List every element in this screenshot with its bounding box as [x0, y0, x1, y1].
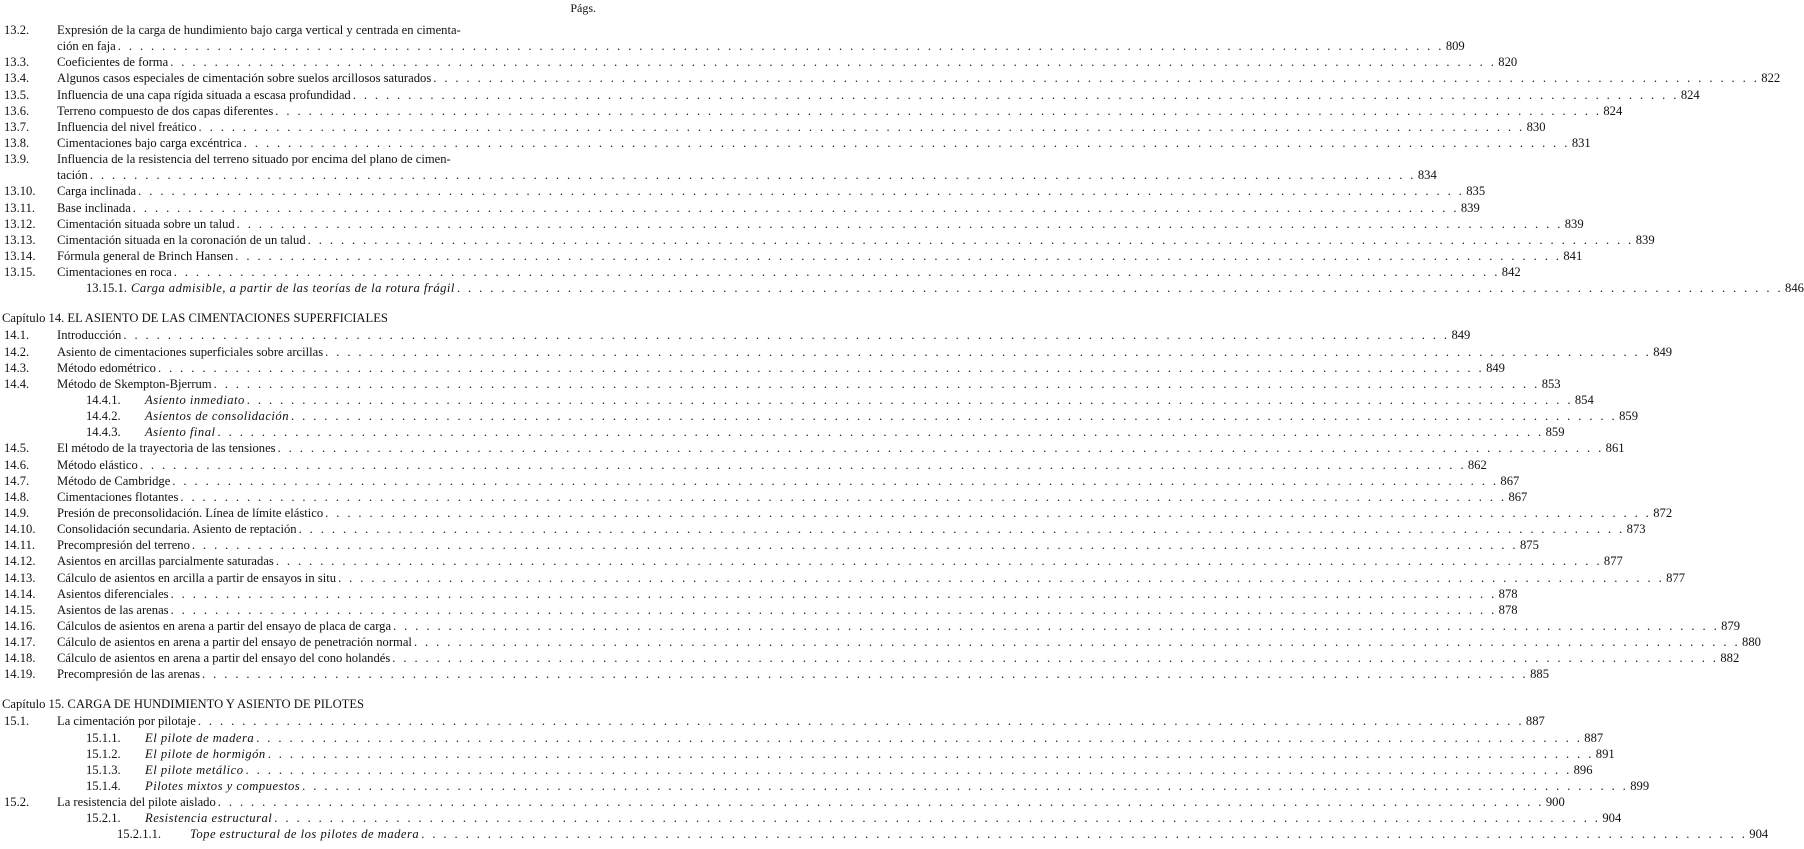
toc-entry-number: 13.8.: [4, 135, 30, 150]
toc-entry-page: 877: [1603, 554, 1623, 569]
toc-entry-title: Precompresión de las arenas: [57, 667, 201, 682]
toc-entry-page: 887: [1584, 730, 1604, 745]
dot-leader: . . . . . . . . . . . . . . . . . . . . . . . . . . . . . . . . . . . . . . . . . . . . . . . . . . . . . . . . . . . . . . . . . . . . . . . . . . . . . . . . . . . . . . . . . . . . . . . . . . . . . . . . . . . . . . . . . . . . . . . .: [392, 651, 1719, 666]
dot-leader: . . . . . . . . . . . . . . . . . . . . . . . . . . . . . . . . . . . . . . . . . . . . . . . . . . . . . . . . . . . . . . . . . . . . . . . . . . . . . . . . . . . . . . . . . . . . . . . . . . . . . . . . . . . . . . . . . . . . . . . .: [213, 376, 1540, 391]
toc-entry-number: 13.2.: [4, 23, 30, 37]
toc-entry-page: 875: [1519, 538, 1539, 553]
toc-entry-number: 15.1.3.: [86, 762, 121, 777]
dot-leader: . . . . . . . . . . . . . . . . . . . . . . . . . . . . . . . . . . . . . . . . . . . . . . . . . . . . . . . . . . . . . . . . . . . . . . . . . . . . . . . . . . . . . . . . . . . . . . . . . . . . . . . . . . . . . . . . . . . . . . . .: [170, 586, 1497, 601]
toc-entry[interactable]: [0, 553, 1623, 569]
toc-entry[interactable]: [0, 344, 1673, 360]
toc-entry[interactable]: [0, 70, 1781, 86]
toc-entry-number: 14.16.: [4, 618, 36, 633]
dot-leader: . . . . . . . . . . . . . . . . . . . . . . . . . . . . . . . . . . . . . . . . . . . . . . . . . . . . . . . . . . . . . . . . . . . . . . . . . . . . . . . . . . . . . . . . . . . . . . . . . . . . . . . . . . . . . . . . . . . . . . . .: [180, 489, 1507, 504]
toc-entry-page: 820: [1498, 55, 1518, 70]
toc-entry-page: 859: [1619, 409, 1638, 424]
dot-leader: . . . . . . . . . . . . . . . . . . . . . . . . . . . . . . . . . . . . . . . . . . . . . . . . . . . . . . . . . . . . . . . . . . . . . . . . . . . . . . . . . . . . . . . . . . . . . . . . . . . . . . . . . . . . . . . . . . . . . . . .: [302, 779, 1629, 794]
table-of-contents: [0, 22, 1804, 843]
toc-entry-number: 13.4.: [4, 71, 30, 86]
toc-entry-page: 854: [1574, 392, 1594, 407]
toc-entry[interactable]: [0, 586, 1518, 602]
toc-entry-number: 14.12.: [4, 554, 36, 569]
toc-entry-number: 15.2.1.1.: [117, 827, 162, 842]
dot-leader: . . . . . . . . . . . . . . . . . . . . . . . . . . . . . . . . . . . . . . . . . . . . . . . . . . . . . . . . . . . . . . . . . . . . . . . . . . . . . . . . . . . . . . . . . . . . . . . . . . . . . . . . . . . . . . . . . . . . . . . .: [307, 232, 1634, 247]
dot-leader: . . . . . . . . . . . . . . . . . . . . . . . . . . . . . . . . . . . . . . . . . . . . . . . . . . . . . . . . . . . . . . . . . . . . . . . . . . . . . . . . . . . . . . . . . . . . . . . . . . . . . . . . . . . . . . . . . . . . . . . .: [246, 392, 1573, 407]
toc-entry-number: 14.15.: [4, 602, 36, 617]
toc-entry-page: 822: [1761, 71, 1781, 86]
toc-entry-number: 14.1.: [4, 328, 30, 343]
toc-entry-number: 14.4.3.: [86, 425, 121, 440]
toc-entry-page: 839: [1564, 216, 1584, 231]
toc-entry-title: Tope estructural de los pilotes de madera: [190, 827, 420, 842]
toc-entry-title: Asientos diferenciales: [57, 586, 169, 601]
toc-entry-number: 13.6.: [4, 103, 30, 118]
toc-entry[interactable]: [0, 119, 1546, 135]
toc-entry[interactable]: [0, 650, 1740, 666]
toc-entry-title: Método edométrico: [57, 360, 156, 375]
toc-entry-page: 885: [1530, 667, 1549, 682]
toc-entry-title: Carga inclinada: [57, 184, 137, 199]
toc-entry[interactable]: [0, 87, 1700, 103]
toc-entry[interactable]: [0, 360, 1505, 376]
toc-entry-page: 878: [1498, 586, 1518, 601]
toc-entry-number: 14.4.: [4, 376, 30, 391]
dot-leader: . . . . . . . . . . . . . . . . . . . . . . . . . . . . . . . . . . . . . . . . . . . . . . . . . . . . . . . . . . . . . . . . . . . . . . . . . . . . . . . . . . . . . . . . . . . . . . . . . . . . . . . . . . . . . . . . . . . . . . . .: [235, 248, 1562, 263]
toc-entry-number: 14.8.: [4, 489, 30, 504]
toc-entry-title: Presión de preconsolidación. Línea de límite elástico: [57, 505, 324, 520]
toc-entry-number: 14.4.1.: [86, 392, 121, 407]
toc-entry[interactable]: [0, 810, 1622, 826]
dot-leader: . . . . . . . . . . . . . . . . . . . . . . . . . . . . . . . . . . . . . . . . . . . . . . . . . . . . . . . . . . . . . . . . . . . . . . . . . . . . . . . . . . . . . . . . . . . . . . . . . . . . . . . . . . . . . . . . . . . . . . . .: [325, 344, 1652, 359]
section-gap: [0, 682, 600, 695]
toc-entry-title: Precompresión del terreno: [57, 538, 190, 553]
toc-entry-number: 13.10.: [4, 184, 36, 199]
toc-entry-number: 13.14.: [4, 248, 36, 263]
toc-entry-title: Resistencia estructural: [145, 811, 273, 826]
toc-entry-page: 872: [1653, 505, 1673, 520]
toc-entry-number: 13.15.: [4, 265, 36, 280]
toc-entry-title: Influencia de una capa rígida situada a escasa profundidad: [57, 87, 351, 102]
toc-entry[interactable]: [0, 762, 1593, 778]
toc-entry-number: 14.18.: [4, 651, 36, 666]
dot-leader: . . . . . . . . . . . . . . . . . . . . . . . . . . . . . . . . . . . . . . . . . . . . . . . . . . . . . . . . . . . . . . . . . . . . . . . . . . . . . . . . . . . . . . . . . . . . . . . . . . . . . . . . . . . . . . . . . . . . . . . .: [138, 184, 1465, 199]
toc-entry[interactable]: [0, 232, 1655, 248]
dot-leader: . . . . . . . . . . . . . . . . . . . . . . . . . . . . . . . . . . . . . . . . . . . . . . . . . . . . . . . . . . . . . . . . . . . . . . . . . . . . . . . . . . . . . . . . . . . . . . . . . . . . . . . . . . . . . . . . . . . . . . . .: [172, 473, 1499, 488]
toc-entry-page: 859: [1545, 425, 1565, 440]
toc-entry[interactable]: [0, 248, 1583, 264]
toc-entry-number: 13.5.: [4, 87, 30, 102]
toc-entry[interactable]: [0, 392, 1594, 408]
toc-entry-number: 15.2.: [4, 795, 30, 810]
toc-entry-page: 896: [1573, 762, 1593, 777]
dot-leader: . . . . . . . . . . . . . . . . . . . . . . . . . . . . . . . . . . . . . . . . . . . . . . . . . . . . . . . . . . . . . . . . . . . . . . . . . . . . . . . . . . . . . . . . . . . . . . . . . . . . . . . . . . . . . . . . . . . . . . . .: [274, 811, 1601, 826]
toc-entry-page: 887: [1525, 714, 1545, 729]
toc-entry[interactable]: [0, 216, 1584, 232]
dot-leader: . . . . . . . . . . . . . . . . . . . . . . . . . . . . . . . . . . . . . . . . . . . . . . . . . . . . . . . . . . . . . . . . . . . . . . . . . . . . . . . . . . . . . . . . . . . . . . . . . . . . . . . . . . . . . . . . . . . . . . . .: [157, 360, 1485, 375]
toc-entry-page: 904: [1749, 827, 1769, 842]
toc-entry[interactable]: [0, 264, 1521, 280]
toc-entry-title: Cimentaciones en roca: [57, 265, 172, 280]
toc-entry[interactable]: [0, 794, 1565, 810]
dot-leader: . . . . . . . . . . . . . . . . . . . . . . . . . . . . . . . . . . . . . . . . . . . . . . . . . . . . . . . . . . . . . . . . . . . . . . . . . . . . . . . . . . . . . . . . . . . . . . . . . . . . . . . . . . . . . . . . . . . . . . . .: [197, 714, 1524, 729]
toc-entry-title: Pilotes mixtos y compuestos: [145, 779, 301, 794]
dot-leader: . . . . . . . . . . . . . . . . . . . . . . . . . . . . . . . . . . . . . . . . . . . . . . . . . . . . . . . . . . . . . . . . . . . . . . . . . . . . . . . . . . . . . . . . . . . . . . . . . . . . . . . . . . . . . . . . . . . . . . . .: [170, 602, 1497, 617]
toc-entry-number: 15.2.1.: [86, 811, 121, 826]
dot-leader: . . . . . . . . . . . . . . . . . . . . . . . . . . . . . . . . . . . . . . . . . . . . . . . . . . . . . . . . . . . . . . . . . . . . . . . . . . . . . . . . . . . . . . . . . . . . . . . . . . . . . . . . . . . . . . . . . . . . . . . .: [217, 425, 1544, 440]
toc-entry-title: Fórmula general de Brinch Hansen: [57, 248, 234, 263]
dot-leader: . . . . . . . . . . . . . . . . . . . . . . . . . . . . . . . . . . . . . . . . . . . . . . . . . . . . . . . . . . . . . . . . . . . . . . . . . . . . . . . . . . . . . . . . . . . . . . . . . . . . . . . . . . . . . . . . . . . . . . . .: [123, 328, 1450, 343]
toc-entry[interactable]: [0, 38, 1465, 54]
toc-entry[interactable]: [0, 602, 1518, 618]
toc-entry-number: 14.14.: [4, 586, 36, 601]
toc-entry-number: 13.7.: [4, 119, 30, 134]
toc-entry[interactable]: [0, 473, 1520, 489]
dot-leader: . . . . . . . . . . . . . . . . . . . . . . . . . . . . . . . . . . . . . . . . . . . . . . . . . . . . . . . . . . . . . . . . . . . . . . . . . . . . . . . . . . . . . . . . . . . . . . . . . . . . . . . . . . . . . . . . . . . . . . . .: [243, 135, 1570, 150]
toc-entry-number: 13.13.: [4, 232, 36, 247]
toc-entry-title: Método de Cambridge: [57, 473, 171, 488]
toc-entry[interactable]: [0, 713, 1545, 729]
toc-entry[interactable]: [0, 103, 1623, 119]
dot-leader: . . . . . . . . . . . . . . . . . . . . . . . . . . . . . . . . . . . . . . . . . . . . . . . . . . . . . . . . . . . . . . . . . . . . . . . . . . . . . . . . . . . . . . . . . . . . . . . . . . . . . . . . . . . . . . . . . . . . . . . .: [393, 618, 1720, 633]
dot-leader: . . . . . . . . . . . . . . . . . . . . . . . . . . . . . . . . . . . . . . . . . . . . . . . . . . . . . . . . . . . . . . . . . . . . . . . . . . . . . . . . . . . . . . . . . . . . . . . . . . . . . . . . . . . . . . . . . . . . . . . .: [267, 746, 1594, 761]
toc-entry-page: 867: [1500, 473, 1520, 488]
toc-entry-title: Método elástico: [57, 457, 138, 472]
toc-entry-page: 839: [1460, 200, 1480, 215]
toc-entry-title: Base inclinada: [57, 200, 131, 215]
toc-entry-number: 15.1.: [4, 714, 30, 729]
toc-entry[interactable]: [0, 634, 1761, 650]
toc-entry-number: 14.6.: [4, 457, 30, 472]
toc-entry[interactable]: [0, 489, 1528, 505]
toc-entry-title: El pilote de hormigón: [145, 746, 266, 761]
toc-entry-title: La resistencia del pilote aislado: [57, 795, 216, 810]
toc-entry-page: 824: [1603, 103, 1623, 118]
toc-entry-page: 830: [1526, 119, 1546, 134]
toc-entry-title: Algunos casos especiales de cimentación sobre suelos arcillosos saturados: [57, 71, 432, 86]
toc-entry-page: 882: [1720, 651, 1740, 666]
toc-entry-title: Cálculo de asientos en arena a partir del ensayo del cono holandés: [57, 651, 391, 666]
toc-entry[interactable]: [0, 167, 1437, 183]
toc-entry-page: 824: [1680, 87, 1700, 102]
dot-leader: . . . . . . . . . . . . . . . . . . . . . . . . . . . . . . . . . . . . . . . . . . . . . . . . . . . . . . . . . . . . . . . . . . . . . . . . . . . . . . . . . . . . . . . . . . . . . . . . . . . . . . . . . . . . . . . . . . . . . . . .: [275, 554, 1602, 569]
toc-entry-title: ción en faja: [57, 39, 116, 54]
dot-leader: . . . . . . . . . . . . . . . . . . . . . . . . . . . . . . . . . . . . . . . . . . . . . . . . . . . . . . . . . . . . . . . . . . . . . . . . . . . . . . . . . . . . . . . . . . . . . . . . . . . . . . . . . . . . . . . . . . . . . . . .: [198, 119, 1525, 134]
toc-entry-number: 15.1.4.: [86, 779, 121, 794]
dot-leader: . . . . . . . . . . . . . . . . . . . . . . . . . . . . . . . . . . . . . . . . . . . . . . . . . . . . . . . . . . . . . . . . . . . . . . . . . . . . . . . . . . . . . . . . . . . . . . . . . . . . . . . . . . . . . . . . . . . . . . . .: [275, 103, 1602, 118]
toc-entry-title: Cimentaciones bajo carga excéntrica: [57, 135, 242, 150]
toc-entry-title: Terreno compuesto de dos capas diferentes: [57, 103, 274, 118]
toc-entry[interactable]: [0, 22, 600, 38]
toc-entry[interactable]: [0, 200, 1480, 216]
dot-leader: . . . . . . . . . . . . . . . . . . . . . . . . . . . . . . . . . . . . . . . . . . . . . . . . . . . . . . . . . . . . . . . . . . . . . . . . . . . . . . . . . . . . . . . . . . . . . . . . . . . . . . . . . . . . . . . . . . . . . . . .: [298, 522, 1625, 537]
pags-header: Págs.: [570, 1, 596, 15]
dot-leader: . . . . . . . . . . . . . . . . . . . . . . . . . . . . . . . . . . . . . . . . . . . . . . . . . . . . . . . . . . . . . . . . . . . . . . . . . . . . . . . . . . . . . . . . . . . . . . . . . . . . . . . . . . . . . . . . . . . . . . . .: [89, 168, 1416, 183]
toc-entry[interactable]: [0, 424, 1565, 440]
dot-leader: . . . . . . . . . . . . . . . . . . . . . . . . . . . . . . . . . . . . . . . . . . . . . . . . . . . . . . . . . . . . . . . . . . . . . . . . . . . . . . . . . . . . . . . . . . . . . . . . . . . . . . . . . . . . . . . . . . . . . . . .: [352, 87, 1679, 102]
toc-entry[interactable]: [0, 778, 1650, 794]
toc-entry-page: 878: [1498, 602, 1518, 617]
toc-entry-number: 14.2.: [4, 344, 30, 359]
toc-entry-title: Cálculo de asientos en arena a partir del ensayo de penetración normal: [57, 635, 412, 650]
toc-entry-title: Consolidación secundaria. Asiento de reptación: [57, 522, 297, 537]
dot-leader: . . . . . . . . . . . . . . . . . . . . . . . . . . . . . . . . . . . . . . . . . . . . . . . . . . . . . . . . . . . . . . . . . . . . . . . . . . . . . . . . . . . . . . . . . . . . . . . . . . . . . . . . . . . . . . . . . . . . . . . .: [338, 570, 1665, 585]
toc-entry-title: Asiento de cimentaciones superficiales sobre arcillas: [57, 344, 324, 359]
toc-entry[interactable]: [0, 327, 1471, 343]
toc-entry-page: 849: [1653, 344, 1673, 359]
toc-entry-title: Influencia del nivel freático: [57, 119, 197, 134]
toc-entry[interactable]: [0, 666, 1549, 682]
dot-leader: . . . . . . . . . . . . . . . . . . . . . . . . . . . . . . . . . . . . . . . . . . . . . . . . . . . . . . . . . . . . . . . . . . . . . . . . . . . . . . . . . . . . . . . . . . . . . . . . . . . . . . . . . . . . . . . . . . . . . . . .: [245, 762, 1572, 777]
toc-entry-title: Cimentaciones flotantes: [57, 489, 179, 504]
toc-entry[interactable]: [0, 521, 1646, 537]
toc-entry-title: Asientos de consolidación: [145, 409, 290, 424]
toc-entry-page: 841: [1563, 248, 1583, 263]
toc-entry-title: Cálculo de asientos en arcilla a partir de ensayos in situ: [57, 570, 337, 585]
toc-entry-number: 14.9.: [4, 505, 30, 520]
toc-entry-title: Introducción: [57, 328, 122, 343]
dot-leader: . . . . . . . . . . . . . . . . . . . . . . . . . . . . . . . . . . . . . . . . . . . . . . . . . . . . . . . . . . . . . . . . . . . . . . . . . . . . . . . . . . . . . . . . . . . . . . . . . . . . . . . . . . . . . . . . . . . . . . . .: [433, 71, 1760, 86]
toc-entry-page: 835: [1466, 184, 1486, 199]
dot-leader: . . . . . . . . . . . . . . . . . . . . . . . . . . . . . . . . . . . . . . . . . . . . . . . . . . . . . . . . . . . . . . . . . . . . . . . . . . . . . . . . . . . . . . . . . . . . . . . . . . . . . . . . . . . . . . . . . . . . . . . .: [325, 505, 1652, 520]
toc-entry[interactable]: [0, 408, 1638, 424]
toc-entry-page: 809: [1445, 39, 1465, 54]
toc-entry-page: 834: [1417, 168, 1437, 183]
toc-entry[interactable]: [0, 457, 1487, 473]
toc-entry-number: 14.7.: [4, 473, 30, 488]
toc-entry-page: 900: [1545, 795, 1565, 810]
toc-entry[interactable]: [0, 440, 1625, 456]
toc-entry-page: 877: [1666, 570, 1686, 585]
toc-entry-page: 849: [1451, 328, 1471, 343]
toc-entry-number: 14.5.: [4, 441, 30, 456]
toc-entry-page: 880: [1742, 635, 1761, 650]
toc-entry[interactable]: [0, 570, 1686, 586]
toc-entry-page: 899: [1630, 779, 1650, 794]
dot-leader: . . . . . . . . . . . . . . . . . . . . . . . . . . . . . . . . . . . . . . . . . . . . . . . . . . . . . . . . . . . . . . . . . . . . . . . . . . . . . . . . . . . . . . . . . . . . . . . . . . . . . . . . . . . . . . . . . . . . . . . .: [277, 441, 1604, 456]
toc-entry-number: 15.1.1.: [86, 730, 121, 745]
toc-entry-number: 15.1.2.: [86, 746, 121, 761]
dot-leader: . . . . . . . . . . . . . . . . . . . . . . . . . . . . . . . . . . . . . . . . . . . . . . . . . . . . . . . . . . . . . . . . . . . . . . . . . . . . . . . . . . . . . . . . . . . . . . . . . . . . . . . . . . . . . . . . . . . . . . . .: [456, 281, 1784, 296]
toc-entry-page: 849: [1486, 360, 1505, 375]
chapter-heading: Capítulo 15. CARGA DE HUNDIMIENTO Y ASIENTO DE PILOTES: [2, 697, 365, 712]
dot-leader: . . . . . . . . . . . . . . . . . . . . . . . . . . . . . . . . . . . . . . . . . . . . . . . . . . . . . . . . . . . . . . . . . . . . . . . . . . . . . . . . . . . . . . . . . . . . . . . . . . . . . . . . . . . . . . . . . . . . . . . .: [132, 200, 1459, 215]
toc-entry-title: tación: [57, 168, 88, 183]
toc-entry-title: Asiento inmediato: [145, 392, 245, 407]
toc-entry[interactable]: [0, 826, 1769, 842]
toc-entry-page: 904: [1602, 811, 1622, 826]
toc-entry-title: Cálculos de asientos en arena a partir del ensayo de placa de carga: [57, 618, 392, 633]
dot-leader: . . . . . . . . . . . . . . . . . . . . . . . . . . . . . . . . . . . . . . . . . . . . . . . . . . . . . . . . . . . . . . . . . . . . . . . . . . . . . . . . . . . . . . . . . . . . . . . . . . . . . . . . . . . . . . . . . . . . . . . .: [421, 827, 1748, 842]
toc-entry[interactable]: [0, 730, 1604, 746]
dot-leader: . . . . . . . . . . . . . . . . . . . . . . . . . . . . . . . . . . . . . . . . . . . . . . . . . . . . . . . . . . . . . . . . . . . . . . . . . . . . . . . . . . . . . . . . . . . . . . . . . . . . . . . . . . . . . . . . . . . . . . . .: [202, 667, 1529, 682]
toc-entry-number: 14.3.: [4, 360, 30, 375]
toc-entry-number: 14.4.2.: [86, 409, 121, 424]
toc-entry-number: 14.19.: [4, 667, 36, 682]
toc-entry-page: 831: [1571, 135, 1591, 150]
toc-entry-number: 13.15.1.: [86, 281, 127, 296]
toc-entry[interactable]: [0, 505, 1673, 521]
toc-entry[interactable]: [0, 537, 1539, 553]
dot-leader: . . . . . . . . . . . . . . . . . . . . . . . . . . . . . . . . . . . . . . . . . . . . . . . . . . . . . . . . . . . . . . . . . . . . . . . . . . . . . . . . . . . . . . . . . . . . . . . . . . . . . . . . . . . . . . . . . . . . . . . .: [170, 55, 1497, 70]
toc-entry-title: Coeficientes de forma: [57, 55, 169, 70]
toc-entry-page: 842: [1501, 265, 1521, 280]
toc-entry-page: 862: [1467, 457, 1487, 472]
dot-leader: . . . . . . . . . . . . . . . . . . . . . . . . . . . . . . . . . . . . . . . . . . . . . . . . . . . . . . . . . . . . . . . . . . . . . . . . . . . . . . . . . . . . . . . . . . . . . . . . . . . . . . . . . . . . . . . . . . . . . . . .: [256, 730, 1583, 745]
toc-entry-title: Carga admisible, a partir de las teorías de la rotura frágil: [130, 281, 455, 296]
dot-leader: . . . . . . . . . . . . . . . . . . . . . . . . . . . . . . . . . . . . . . . . . . . . . . . . . . . . . . . . . . . . . . . . . . . . . . . . . . . . . . . . . . . . . . . . . . . . . . . . . . . . . . . . . . . . . . . . . . . . . . . .: [217, 795, 1544, 810]
toc-entry[interactable]: [0, 618, 1741, 634]
toc-entry-number: 14.11.: [4, 538, 36, 553]
dot-leader: . . . . . . . . . . . . . . . . . . . . . . . . . . . . . . . . . . . . . . . . . . . . . . . . . . . . . . . . . . . . . . . . . . . . . . . . . . . . . . . . . . . . . . . . . . . . . . . . . . . . . . . . . . . . . . . . . . . . . . . .: [117, 39, 1444, 54]
toc-entry-number: 14.13.: [4, 570, 36, 585]
toc-entry-page: 853: [1541, 376, 1561, 391]
toc-entry[interactable]: [0, 183, 1486, 199]
toc-entry-title: El método de la trayectoria de las tensiones: [57, 441, 276, 456]
dot-leader: . . . . . . . . . . . . . . . . . . . . . . . . . . . . . . . . . . . . . . . . . . . . . . . . . . . . . . . . . . . . . . . . . . . . . . . . . . . . . . . . . . . . . . . . . . . . . . . . . . . . . . . . . . . . . . . . . . . . . . . .: [413, 635, 1741, 650]
dot-leader: . . . . . . . . . . . . . . . . . . . . . . . . . . . . . . . . . . . . . . . . . . . . . . . . . . . . . . . . . . . . . . . . . . . . . . . . . . . . . . . . . . . . . . . . . . . . . . . . . . . . . . . . . . . . . . . . . . . . . . . .: [173, 265, 1500, 280]
toc-entry-title: Método de Skempton-Bjerrum: [57, 376, 212, 391]
toc-entry-page: 839: [1635, 232, 1655, 247]
toc-entry-number: 14.10.: [4, 522, 36, 537]
toc-entry-number: 14.17.: [4, 635, 36, 650]
toc-entry[interactable]: [0, 151, 600, 167]
toc-entry[interactable]: [0, 746, 1615, 762]
toc-entry-page: 846: [1785, 281, 1804, 296]
toc-entry-title: El pilote metálico: [145, 762, 244, 777]
dot-leader: . . . . . . . . . . . . . . . . . . . . . . . . . . . . . . . . . . . . . . . . . . . . . . . . . . . . . . . . . . . . . . . . . . . . . . . . . . . . . . . . . . . . . . . . . . . . . . . . . . . . . . . . . . . . . . . . . . . . . . . .: [191, 538, 1518, 553]
toc-entry[interactable]: [0, 54, 1518, 70]
toc-entry-page: 879: [1721, 618, 1741, 633]
toc-entry-title: Asientos de las arenas: [57, 602, 169, 617]
toc-entry[interactable]: [0, 135, 1591, 151]
toc-entry-page: 891: [1595, 746, 1615, 761]
toc-entry-title: Influencia de la resistencia del terreno situado por encima del plano de cimen-: [57, 152, 451, 167]
toc-entry-number: 13.3.: [4, 55, 30, 70]
toc-entry-title: Expresión de la carga de hundimiento bajo carga vertical y centrada en cimenta-: [57, 23, 461, 37]
toc-entry-number: 13.9.: [4, 152, 30, 167]
dot-leader: . . . . . . . . . . . . . . . . . . . . . . . . . . . . . . . . . . . . . . . . . . . . . . . . . . . . . . . . . . . . . . . . . . . . . . . . . . . . . . . . . . . . . . . . . . . . . . . . . . . . . . . . . . . . . . . . . . . . . . . .: [291, 409, 1618, 424]
section-gap: [0, 296, 600, 309]
toc-entry-title: El pilote de madera: [145, 730, 255, 745]
toc-entry-title: La cimentación por pilotaje: [57, 714, 196, 729]
toc-entry-title: Cimentación situada en la coronación de un talud: [57, 232, 306, 247]
toc-entry-page: 861: [1605, 441, 1625, 456]
toc-entry-title: Asientos en arcillas parcialmente saturadas: [57, 554, 274, 569]
toc-entry-page: 867: [1508, 489, 1528, 504]
toc-entry-page: 873: [1626, 522, 1646, 537]
chapter-heading: Capítulo 14. EL ASIENTO DE LAS CIMENTACIONES SUPERFICIALES: [2, 311, 388, 326]
toc-entry[interactable]: [0, 280, 1804, 296]
toc-entry-number: 13.12.: [4, 216, 36, 231]
dot-leader: . . . . . . . . . . . . . . . . . . . . . . . . . . . . . . . . . . . . . . . . . . . . . . . . . . . . . . . . . . . . . . . . . . . . . . . . . . . . . . . . . . . . . . . . . . . . . . . . . . . . . . . . . . . . . . . . . . . . . . . .: [139, 457, 1466, 472]
toc-entry-number: 13.11.: [4, 200, 36, 215]
toc-entry[interactable]: [0, 376, 1561, 392]
toc-entry-title: Cimentación situada sobre un talud: [57, 216, 235, 231]
toc-entry-title: Asiento final: [145, 425, 216, 440]
dot-leader: . . . . . . . . . . . . . . . . . . . . . . . . . . . . . . . . . . . . . . . . . . . . . . . . . . . . . . . . . . . . . . . . . . . . . . . . . . . . . . . . . . . . . . . . . . . . . . . . . . . . . . . . . . . . . . . . . . . . . . . .: [236, 216, 1563, 231]
